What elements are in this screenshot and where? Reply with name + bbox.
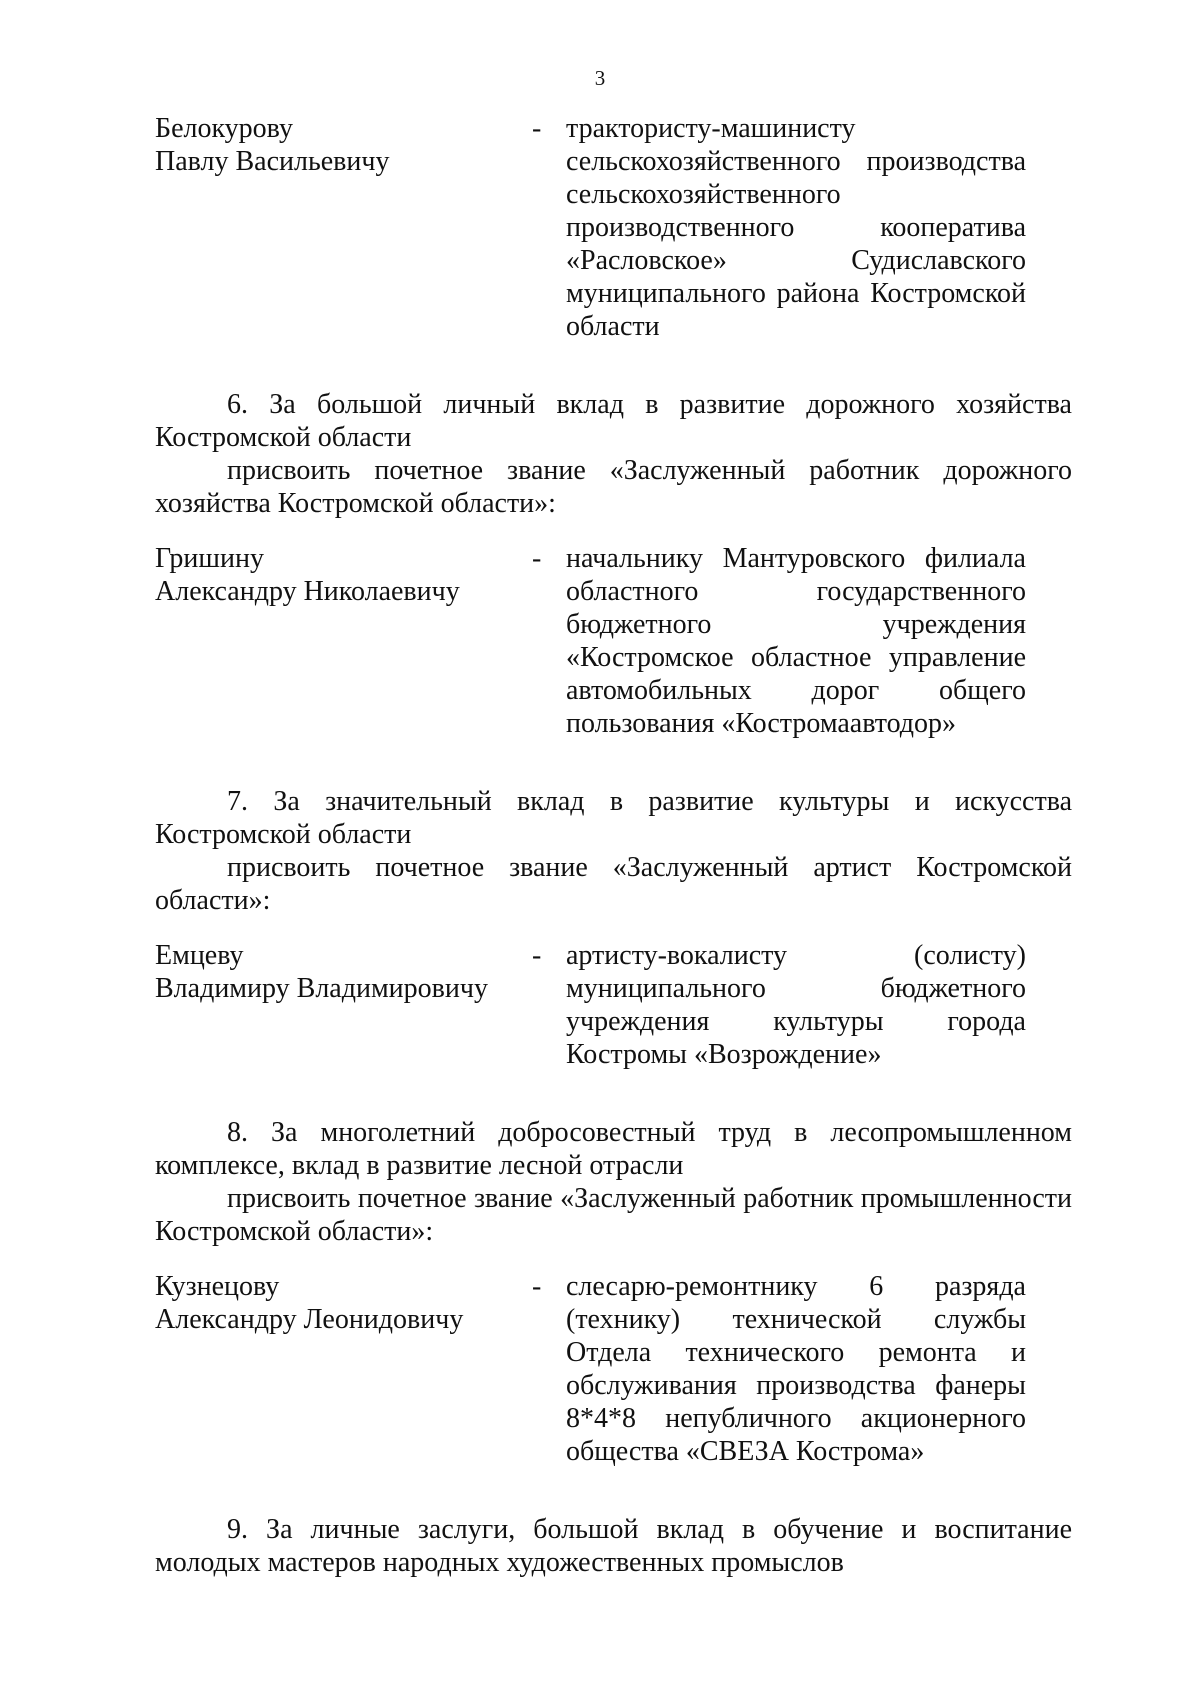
award-entry: [155, 542, 1072, 740]
award-section: [155, 785, 1072, 917]
awardee-given-names: Александру Николаевичу: [155, 576, 460, 607]
award-reason: 6. За большой личный вклад в развитие дорожного хозяйства Костромской области: [155, 389, 1072, 453]
awardee-given-names: Александру Леонидовичу: [155, 1304, 464, 1335]
awardee-position: начальнику Мантуровского филиала областного государственного бюджетного учреждения «Костромское областное управление автомобильных дорог общего пользования «Костромаавтодор»: [566, 543, 1026, 739]
awardee-name: [155, 542, 530, 740]
award-title: присвоить почетное звание «Заслуженный работник дорожного хозяйства Костромской области»:: [155, 455, 1072, 519]
document-body: [155, 112, 1072, 1579]
award-title: присвоить почетное звание «Заслуженный артист Костромской области»:: [155, 852, 1072, 916]
award-reason: 9. За личные заслуги, большой вклад в обучение и воспитание молодых мастеров народных художественных промыслов: [155, 1514, 1072, 1578]
awardee-surname: Гришину: [155, 543, 264, 574]
dash-separator: -: [532, 543, 542, 574]
awardee-surname: Емцеву: [155, 940, 244, 971]
awardee-given-names: Павлу Васильевичу: [155, 146, 390, 177]
dash-separator: -: [532, 113, 542, 144]
awardee-name: [155, 1270, 530, 1468]
award-entry: [155, 939, 1072, 1071]
dash-separator: -: [532, 940, 542, 971]
awardee-given-names: Владимиру Владимировичу: [155, 973, 488, 1004]
awardee-surname: Белокурову: [155, 113, 293, 144]
dash-separator: -: [532, 1271, 542, 1302]
award-entry: [155, 1270, 1072, 1468]
award-title: присвоить почетное звание «Заслуженный работник промышленности Костромской области»:: [155, 1183, 1072, 1247]
award-reason: 7. За значительный вклад в развитие культуры и искусства Костромской области: [155, 786, 1072, 850]
award-section: [155, 1116, 1072, 1248]
awardee-surname: Кузнецову: [155, 1271, 280, 1302]
awardee-position: артисту-вокалисту (солисту) муниципального бюджетного учреждения культуры города Костромы «Возрождение»: [566, 940, 1026, 1070]
award-section: [155, 1513, 1072, 1579]
awardee-position: слесарю-ремонтнику 6 разряда (технику) технической службы Отдела технического ремонта и обслуживания производства фанеры 8*4*8 непубличного акционерного общества «СВЕЗА Кострома»: [566, 1271, 1026, 1467]
awardee-name: [155, 939, 530, 1071]
awardee-name: [155, 112, 530, 343]
award-reason: 8. За многолетний добросовестный труд в лесопромышленном комплексе, вклад в развитие лесной отрасли: [155, 1117, 1072, 1181]
awardee-position: трактористу-машинисту сельскохозяйственного производства сельскохозяйственного производственного кооператива «Расловское» Судиславского муниципального района Костромской области: [566, 113, 1026, 342]
award-section: [155, 388, 1072, 520]
award-entry: [155, 112, 1072, 343]
page-number: 3: [594, 66, 606, 90]
